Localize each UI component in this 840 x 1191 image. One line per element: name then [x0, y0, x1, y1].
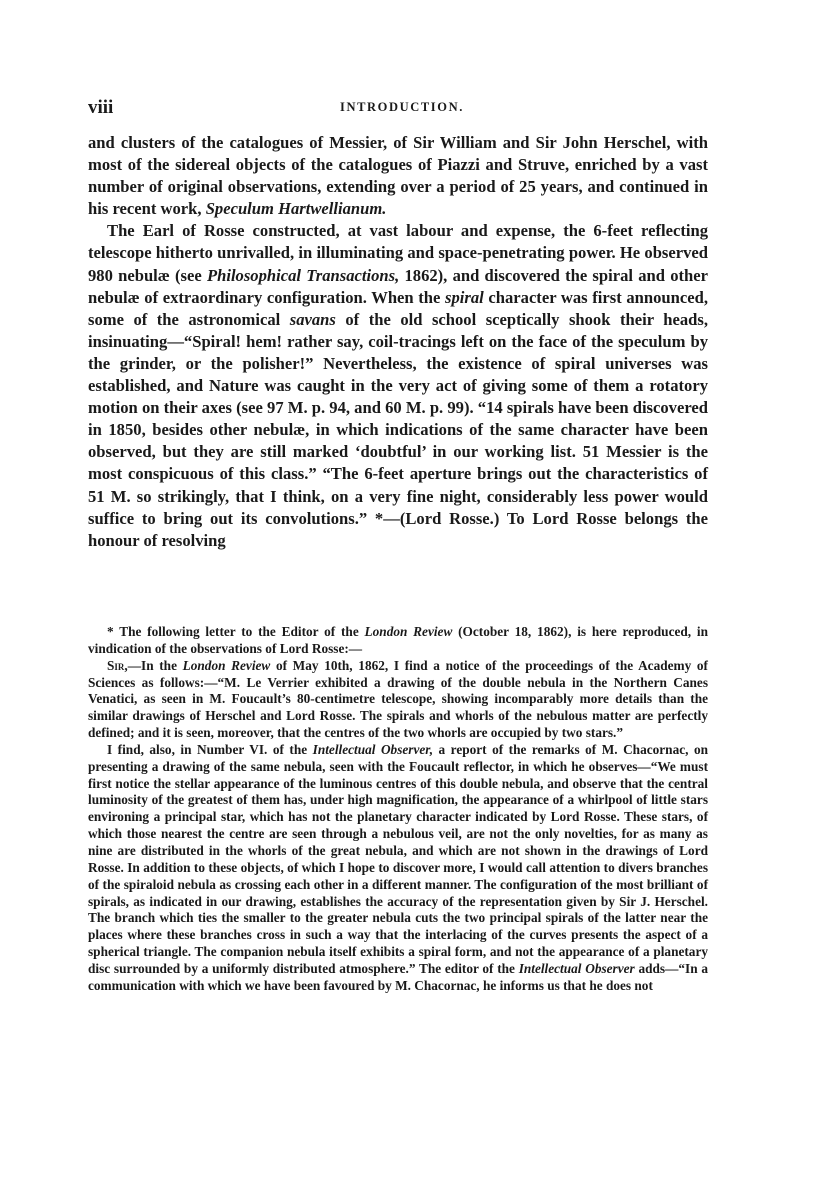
main-text	[88, 132, 708, 552]
footnote-paragraph-1: * The following letter to the Editor of the London Review (October 18, 1862), is here reproduced, in vindication of the observations of Lord Rosse:—	[88, 624, 708, 656]
body-paragraph-1: and clusters of the catalogues of Messier, of Sir William and Sir John Herschel, with most of the sidereal objects of the catalogues of Piazzi and Struve, enriched by a vast number of original observations, extending over a period of 25 years, and continued in his recent work, Speculum Hartwellianum.	[88, 133, 708, 219]
salutation: Sir,	[107, 657, 128, 673]
page-number: viii	[88, 97, 114, 118]
footnote-paragraph-3: I find, also, in Number VI. of the Intellectual Observer, a report of the remarks of M. Chacornac, on presenting a drawing of the same nebula, seen with the Foucault reflector, in which he observes—“We must first notice the stellar appearance of the luminous centres of this double nebula, and observe that the central luminosity of the greatest of them has, under high magnification, the appearance of a whirlpool of little stars environing a principal star, which has not the planetary character indicated by Lord Rosse. These stars, of which those nearest the centre are seen through a nebulous veil, are not the only novelties, for as many as nine are distributed in the whorls of the great nebula, and which are not shown in the drawings of Lord Rosse. In addition to these objects, of which I hope to discover more, I would call attention to divers branches of the spiraloid nebula as crossing each other in a different manner. The configuration of the most brilliant of spirals, as indicated in our drawing, establishes the accuracy of the representation given by Sir J. Herschel. The branch which ties the smaller to the greater nebula cuts the two principal spirals of the latter near the places where these branches cross in such a way that the interlacing of the curves presents the aspect of a spherical triangle. The companion nebula itself exhibits a spiral form, and not the appearance of a planetary disc surrounded by a uniformly distributed atmosphere.” The editor of the Intellectual Observer adds—“In a communication with which we have been favoured by M. Chacornac, he informs us that he does not	[88, 741, 708, 993]
italic-word: savans	[289, 309, 336, 329]
body-paragraph-2: The Earl of Rosse constructed, at vast labour and expense, the 6-feet reflecting telescope hitherto unrivalled, in illuminating and space-penetrating power. He observed 980 nebulæ (see Philosophical Transactions, 1862), and discovered the spiral and other nebulæ of extraordinary configuration. When the spiral character was first announced, some of the astronomical savans of the old school sceptically shook their heads, insinuating—“Spiral! hem! rather say, coil-tracings left on the face of the speculum by the grinder, or the polisher!” Nevertheless, the existence of spiral universes was established, and Nature was caught in the very act of giving some of them a rotatory motion on their axes (see 97 M. p. 94, and 60 M. p. 99). “14 spirals have been discovered in 1850, besides other nebulæ, in which indications of the same character have been observed, but they are still marked ‘doubtful’ in our working list. 51 Messier is the most conspicuous of this class.” “The 6-feet aperture brings out the characteristics of 51 M. so strikingly, that I think, on a very fine night, considerably less power would suffice to bring out its convolutions.” *—(Lord Rosse.) To Lord Rosse belongs the honour of resolving	[88, 221, 708, 550]
italic-word: spiral	[445, 287, 484, 307]
italic-title: Intellectual Observer	[518, 960, 635, 976]
italic-title: Philosophical Transactions,	[206, 265, 400, 285]
italic-title: Speculum Hartwellianum.	[205, 199, 387, 219]
footnote-paragraph-2: Sir,—In the London Review of May 10th, 1862, I find a notice of the proceedings of the Academy of Sciences as follows:—“M. Le Verrier exhibited a drawing of the double nebula in the Northern Canes Venatici, as seen in M. Foucault’s 80-centimetre telescope, showing incomparably more details than the similar drawings of Herschel and Lord Rosse. The spirals and whorls of the nebulous matter are perfectly defined; and it is seen, moreover, that the centres of the two whorls are occupied by two stars.”	[88, 657, 708, 741]
footnote	[88, 624, 708, 995]
running-title: INTRODUCTION.	[340, 100, 464, 114]
italic-title: London Review	[182, 657, 271, 673]
italic-title: London Review	[364, 624, 453, 639]
italic-title: Intellectual Observer,	[312, 741, 434, 757]
page-header	[88, 97, 708, 121]
